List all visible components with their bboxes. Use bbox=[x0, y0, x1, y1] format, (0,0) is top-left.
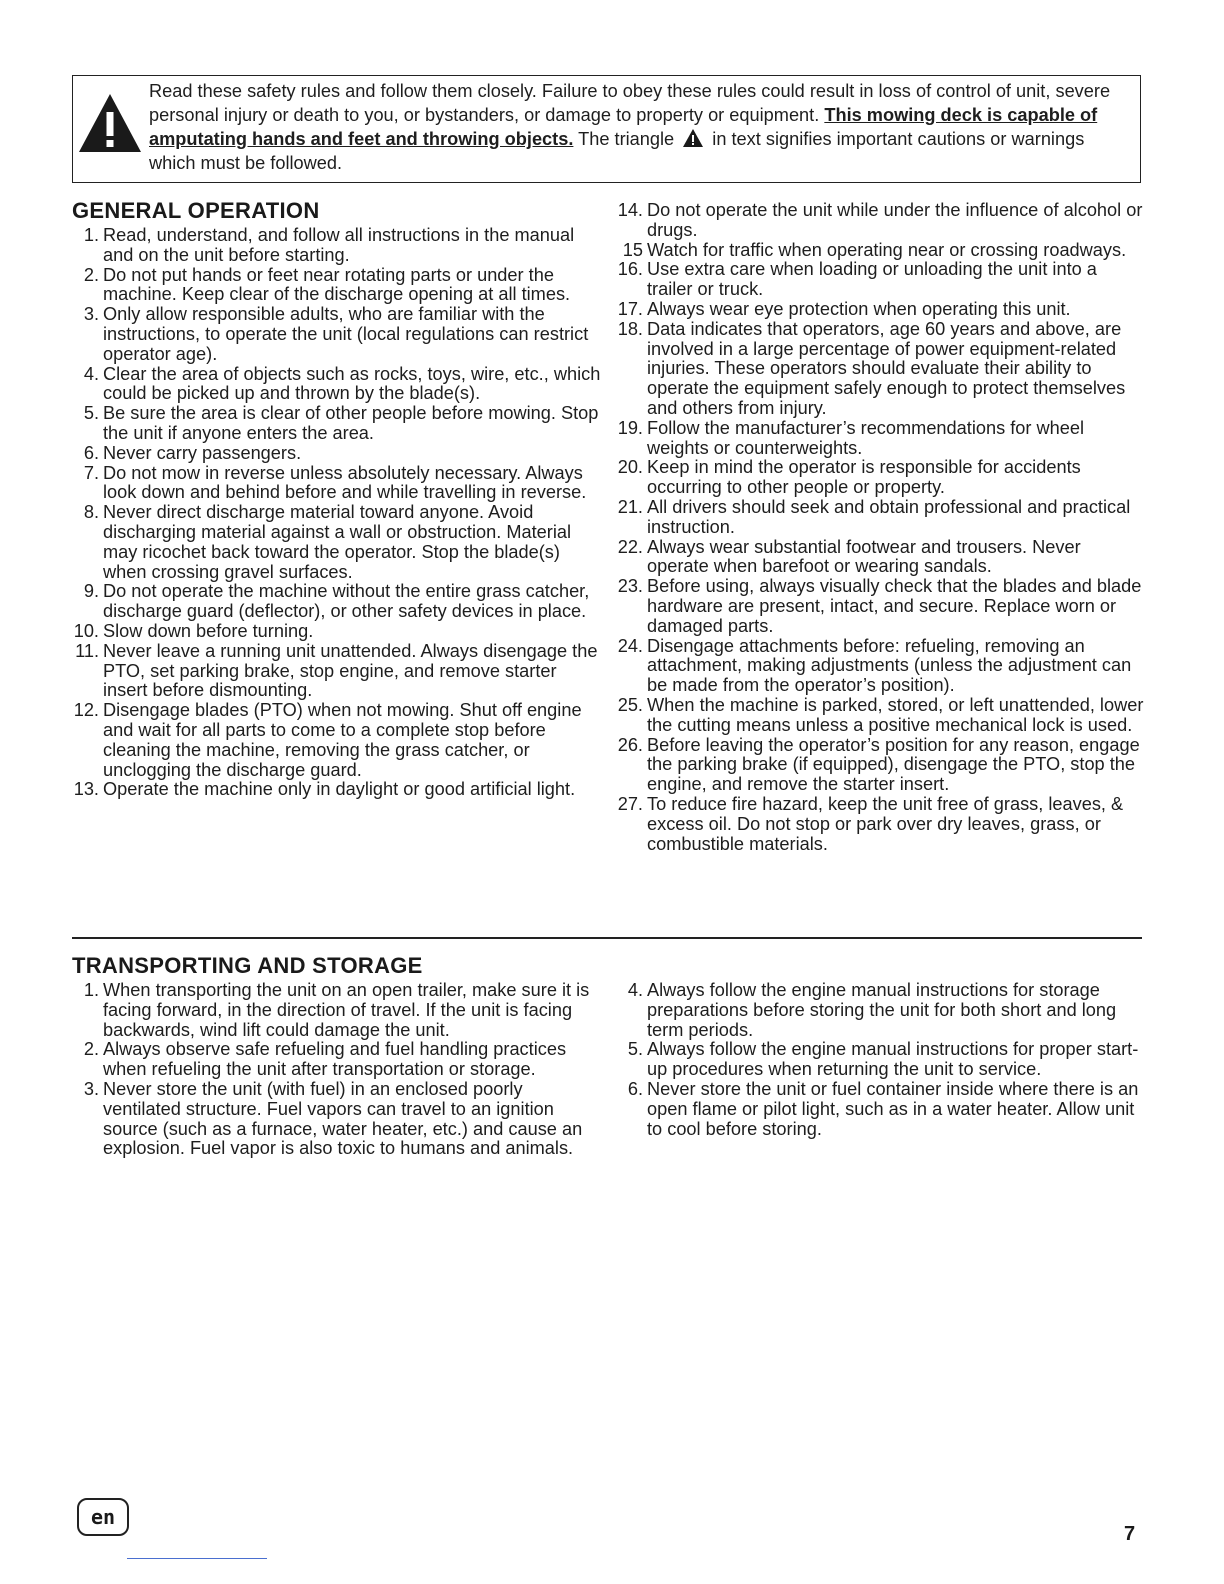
rule-item bbox=[617, 458, 1145, 498]
rule-text: Read, understand, and follow all instructions in the manual and on the unit before starting. bbox=[103, 225, 575, 265]
warning-intro: Read these safety rules and follow them closely. Failure to obey these rules could result in loss of control of unit, severe personal injury or death to you, or bystanders, or damage to property or equipment. bbox=[149, 81, 1111, 125]
rule-item bbox=[617, 577, 1145, 636]
rule-item bbox=[617, 1080, 1145, 1139]
safety-warning-box bbox=[72, 75, 1141, 183]
rule-number: 26. bbox=[617, 734, 643, 755]
rule-item bbox=[617, 260, 1145, 300]
rule-text: Before leaving the operator’s position for any reason, engage the parking brake (if equipped), disengage the PTO, stop the engine, and remove the starter insert. bbox=[647, 734, 1140, 795]
rule-text: When the machine is parked, stored, or left unattended, lower the cutting means unless a positive mechanical lock is used. bbox=[647, 694, 1144, 735]
rule-item bbox=[617, 981, 1145, 1040]
rule-text: Never leave a running unit unattended. Always disengage the PTO, set parking brake, stop engine, and remove starter insert before dismounting. bbox=[103, 640, 598, 701]
general-operation-left-column bbox=[73, 226, 601, 800]
rule-text: Clear the area of objects such as rocks, toys, wire, etc., which could be picked up and thrown by the blade(s). bbox=[103, 363, 601, 404]
transporting-left-column bbox=[73, 981, 601, 1159]
rule-item bbox=[617, 637, 1145, 696]
rule-item bbox=[73, 305, 601, 364]
rule-number: 3. bbox=[83, 304, 99, 325]
rule-text: Always follow the engine manual instructions for storage preparations before storing the unit for both short and long term periods. bbox=[647, 980, 1117, 1040]
rule-text: Always wear substantial footwear and trousers. Never operate when barefoot or wearing sandals. bbox=[647, 536, 1081, 577]
rule-number: 11. bbox=[75, 640, 99, 661]
rule-number: 10. bbox=[73, 620, 99, 641]
rule-number: 15 bbox=[622, 239, 643, 260]
rule-item bbox=[617, 320, 1145, 419]
rule-number: 6. bbox=[83, 442, 99, 463]
rule-text: Do not operate the machine without the entire grass catcher, discharge guard (deflector), or other safety devices in place. bbox=[103, 581, 590, 622]
rule-number: 3. bbox=[83, 1078, 99, 1099]
footer-rule bbox=[127, 1558, 267, 1559]
rule-text: Follow the manufacturer’s recommendations for wheel weights or counterweights. bbox=[647, 417, 1085, 458]
rule-number: 19. bbox=[617, 417, 643, 438]
transporting-storage-heading: TRANSPORTING AND STORAGE bbox=[72, 953, 423, 978]
rule-text: Do not operate the unit while under the influence of alcohol or drugs. bbox=[647, 200, 1143, 240]
rule-number: 5. bbox=[627, 1039, 643, 1060]
rule-number: 14. bbox=[617, 200, 643, 220]
rule-item bbox=[73, 226, 601, 266]
rule-text: All drivers should seek and obtain professional and practical instruction. bbox=[647, 496, 1131, 537]
rule-number: 1. bbox=[83, 980, 99, 1000]
rule-number: 18. bbox=[617, 318, 643, 339]
rule-item bbox=[617, 498, 1145, 538]
rule-text: Always observe safe refueling and fuel handling practices when refueling the unit after transportation or storage. bbox=[103, 1039, 567, 1080]
rule-item bbox=[73, 981, 601, 1040]
rule-text: When transporting the unit on an open trailer, make sure it is facing forward, in the direction of travel. If the unit is facing backwards, wind lift could damage the unit. bbox=[103, 980, 590, 1040]
warning-emphasis: This mowing deck is capable of amputating hands and feet and throwing objects. bbox=[149, 105, 1098, 149]
rule-text: Always wear eye protection when operating this unit. bbox=[647, 298, 1071, 319]
rule-number: 17. bbox=[617, 298, 643, 319]
language-badge: en bbox=[77, 1498, 129, 1536]
rule-number: 22. bbox=[617, 536, 643, 557]
rule-text: Only allow responsible adults, who are familiar with the instructions, to operate the unit (local regulations can restrict operator age). bbox=[103, 304, 589, 364]
rule-text: Never carry passengers. bbox=[103, 442, 302, 463]
rule-item bbox=[617, 300, 1145, 320]
rule-number: 13. bbox=[73, 779, 99, 800]
warning-triangle-icon bbox=[77, 92, 143, 154]
rule-item bbox=[617, 241, 1145, 261]
rule-item bbox=[73, 582, 601, 622]
rule-number: 6. bbox=[627, 1078, 643, 1099]
rule-item bbox=[617, 538, 1145, 578]
rule-item bbox=[73, 464, 601, 504]
rule-item bbox=[73, 444, 601, 464]
rule-item bbox=[617, 201, 1145, 241]
rule-item bbox=[73, 622, 601, 642]
section-divider bbox=[72, 937, 1142, 939]
general-operation-right-column bbox=[617, 201, 1145, 854]
transporting-right-column bbox=[617, 981, 1145, 1139]
rule-item bbox=[73, 266, 601, 306]
rule-item bbox=[73, 642, 601, 701]
rule-text: Watch for traffic when operating near or crossing roadways. bbox=[647, 239, 1127, 260]
rule-number: 8. bbox=[83, 502, 99, 523]
rule-text: Disengage attachments before: refueling, removing an attachment, making adjustments (unless the adjustment can be made from the operator’s position). bbox=[647, 635, 1132, 696]
rule-item bbox=[73, 503, 601, 582]
rule-number: 5. bbox=[83, 403, 99, 424]
page-number: 7 bbox=[1124, 1523, 1136, 1545]
warning-tail: in text signifies important cautions or warnings which must be followed. bbox=[149, 129, 1085, 173]
warning-text bbox=[149, 79, 1134, 175]
rule-item bbox=[73, 780, 601, 800]
rule-text: Never direct discharge material toward anyone. Avoid discharging material against a wall or obstruction. Material may ricochet back toward the operator. Stop the blade(s) when crossing gravel surfaces. bbox=[103, 502, 572, 582]
rule-number: 21. bbox=[617, 496, 643, 517]
general-operation-list-right bbox=[617, 201, 1145, 854]
rule-item bbox=[73, 404, 601, 444]
rule-item bbox=[73, 701, 601, 780]
rule-text: Do not put hands or feet near rotating parts or under the machine. Keep clear of the discharge opening at all times. bbox=[103, 264, 571, 305]
rule-item bbox=[73, 1080, 601, 1159]
rule-item bbox=[73, 1040, 601, 1080]
general-operation-list-left bbox=[73, 226, 601, 800]
rule-number: 1. bbox=[83, 225, 99, 245]
rule-number: 23. bbox=[617, 576, 643, 597]
rule-text: Before using, always visually check that the blades and blade hardware are present, intact, and secure. Replace worn or damaged parts. bbox=[647, 576, 1142, 636]
rule-item bbox=[617, 696, 1145, 736]
rule-number: 7. bbox=[83, 462, 99, 483]
rule-text: Always follow the engine manual instructions for proper start-up procedures when returning the unit to service. bbox=[647, 1039, 1139, 1080]
rule-number: 9. bbox=[83, 581, 99, 602]
warning-triangle-icon bbox=[683, 129, 703, 147]
general-operation-heading: GENERAL OPERATION bbox=[72, 198, 320, 223]
rule-number: 2. bbox=[83, 1039, 99, 1060]
rule-text: Disengage blades (PTO) when not mowing. Shut off engine and wait for all parts to come to a complete stop before cleaning the machine, removing the grass catcher, or unclogging the discharge guard. bbox=[103, 700, 582, 780]
rule-number: 25. bbox=[617, 694, 643, 715]
warning-after-emphasis: The triangle bbox=[573, 129, 680, 149]
rule-item bbox=[617, 795, 1145, 854]
rule-number: 2. bbox=[83, 264, 99, 285]
rule-number: 24. bbox=[617, 635, 643, 656]
rule-number: 16. bbox=[617, 259, 643, 280]
rule-number: 4. bbox=[627, 980, 643, 1000]
rule-text: Data indicates that operators, age 60 years and above, are involved in a large percentage of power equipment-related injuries. These operators should evaluate their ability to operate the equipment safely enough to protect themselves and others from injury. bbox=[647, 318, 1126, 418]
rule-text: Use extra care when loading or unloading the unit into a trailer or truck. bbox=[647, 259, 1097, 300]
rule-text: Never store the unit (with fuel) in an enclosed poorly ventilated structure. Fuel vapors can travel to an ignition source (such as a furnace, water heater, etc.) and cause an explosion. Fuel vapor is also toxic to humans and animals. bbox=[103, 1078, 583, 1159]
rule-number: 4. bbox=[83, 363, 99, 384]
rule-item bbox=[73, 365, 601, 405]
transporting-list-left bbox=[73, 981, 601, 1159]
rule-number: 27. bbox=[617, 793, 643, 814]
rule-number: 20. bbox=[617, 457, 643, 478]
rule-text: Never store the unit or fuel container inside where there is an open flame or pilot light, such as in a water heater. Allow unit to cool before storing. bbox=[647, 1078, 1139, 1139]
rule-text: Keep in mind the operator is responsible for accidents occurring to other people or property. bbox=[647, 457, 1081, 498]
rule-text: Operate the machine only in daylight or good artificial light. bbox=[103, 779, 576, 800]
rule-text: Do not mow in reverse unless absolutely necessary. Always look down and behind before and while travelling in reverse. bbox=[103, 462, 587, 503]
rule-item bbox=[617, 419, 1145, 459]
rule-text: Slow down before turning. bbox=[103, 620, 314, 641]
rule-number: 12. bbox=[73, 700, 99, 721]
rule-text: Be sure the area is clear of other people before mowing. Stop the unit if anyone enters the area. bbox=[103, 403, 599, 443]
transporting-list-right bbox=[617, 981, 1145, 1139]
rule-text: To reduce fire hazard, keep the unit free of grass, leaves, & excess oil. Do not stop or park over dry leaves, grass, or combustible materials. bbox=[647, 793, 1124, 854]
rule-item bbox=[617, 736, 1145, 795]
rule-item bbox=[617, 1040, 1145, 1080]
